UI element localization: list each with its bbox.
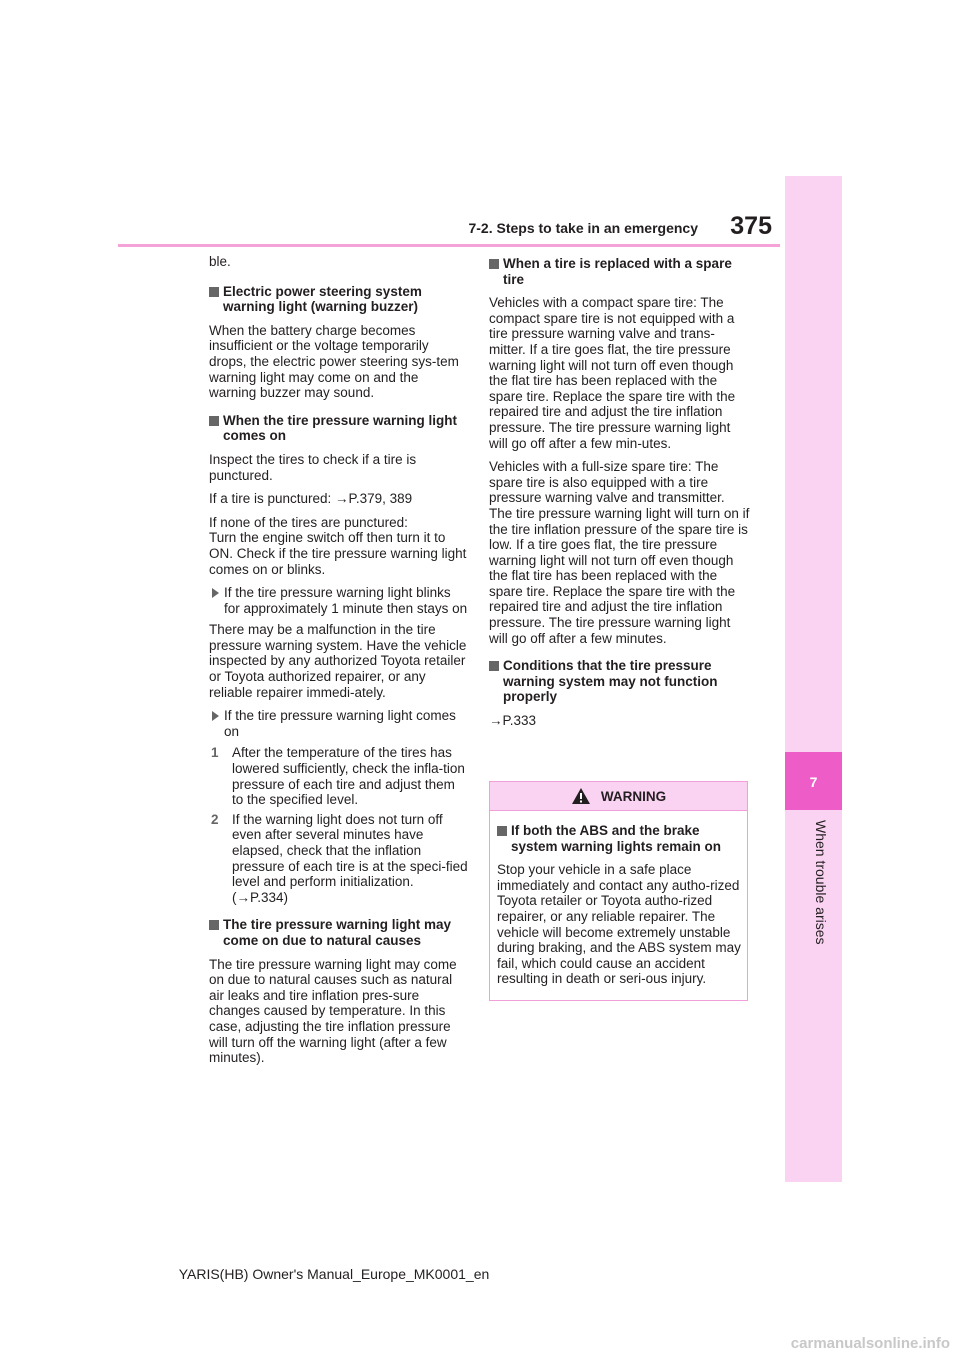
header-rule <box>118 244 780 247</box>
step-text: If the warning light does not turn off even after several minutes have elapsed, check that the inflation pressure of each tire is at the speci-fied level and perform initialization. (→P.334) <box>232 811 468 905</box>
warning-triangle-icon <box>571 787 591 805</box>
conditions-heading: Conditions that the tire pressure warning system may not function properly <box>489 658 751 705</box>
right-column <box>489 254 751 737</box>
warning-text: Stop your vehicle in a safe place immediately and contact any autho-rized Toyota retailer or Toyota autho-rized repairer, or any reliable repairer. The vehicle will become extremely unstable during braking, and the ABS system may fail, which could cause an accident resulting in death or seri-ous injury. <box>497 862 741 987</box>
fullsize-spare-text: Vehicles with a full-size spare tire: The spare tire is also equipped with a tire pressure warning valve and transmitter. The tire pressure warning light will turn on if the tire inflation pressure of the spare tire is low. If a tire goes flat, the tire pressure warning light will not turn off even though the flat tire has been replaced with the spare tire. Replace the spare tire with the repaired tire and adjust the tire inflation pressure. The tire pressure warning light will go off after a few minutes. <box>489 459 750 646</box>
watermark: carmanualsonline.info <box>790 1335 950 1352</box>
chapter-number-tab[interactable]: 7 <box>785 752 842 810</box>
footer-manual-name: YARIS(HB) Owner's Manual_Europe_MK0001_en <box>178 1266 490 1282</box>
chapter-label: When trouble arises <box>813 820 829 945</box>
tpw-heading: When the tire pressure warning light comes on <box>209 413 469 444</box>
bullet-blinks: If the tire pressure warning light blinks for approximately 1 minute then stays on <box>209 585 469 616</box>
natural-causes-text: The tire pressure warning light may come on due to natural causes such as natural air leaks and tire inflation pres-sure changes caused by temperature. In this case, adjusting the tire inflation pressure will turn off the warning light (after a few minutes). <box>209 956 457 1066</box>
bullet-comes-on: If the tire pressure warning light comes on <box>209 708 469 739</box>
warning-header <box>490 782 747 811</box>
tpw-text-inspect: Inspect the tires to check if a tire is punctured. <box>209 451 417 483</box>
tpw-text-punctured: If a tire is punctured: →P.379, 389 <box>209 491 413 507</box>
conditions-reference[interactable]: →P.333 <box>489 713 537 729</box>
step-1 <box>209 745 469 807</box>
warning-box <box>489 781 748 1001</box>
tpw-text-not-punctured-b: Turn the engine switch off then turn it to ON. Check if the tire pressure warning light comes on or blinks. <box>209 530 467 577</box>
eps-heading: Electric power steering system warning light (warning buzzer) <box>209 284 469 315</box>
step-2 <box>209 812 469 906</box>
eps-text: When the battery charge becomes insufficient or the voltage temporarily drops, the electric power steering sys-tem warning light may come on and the warning buzzer may sound. <box>209 322 459 401</box>
tpw-text-not-punctured-a: If none of the tires are punctured: <box>209 514 408 530</box>
bullet-blinks-text: There may be a malfunction in the tire pressure warning system. Have the vehicle inspected by any authorized Toyota retailer or Toyota authorized repairer, or any reliable repairer immedi-ately. <box>209 622 467 700</box>
section-title: 7-2. Steps to take in an emergency <box>468 220 698 236</box>
chapter-side-tab <box>785 176 842 1182</box>
page-number: 375 <box>730 212 772 240</box>
compact-spare-text: Vehicles with a compact spare tire: The compact spare tire is not equipped with a tire pressure warning valve and trans-mitter. If a tire goes flat, the tire pressure warning light will not turn off even though the flat tire has been replaced with the spare tire. Replace the spare tire with the repaired tire and adjust the tire inflation pressure. The tire pressure warning light will go off after a few min-utes. <box>489 295 736 451</box>
step-text: After the temperature of the tires has lowered sufficiently, check the infla-tion pressure of each tire and adjust them to the specified level. <box>232 745 465 808</box>
spare-tire-heading: When a tire is replaced with a spare tire <box>489 256 751 287</box>
warning-label: WARNING <box>600 788 667 804</box>
step-number: 2 <box>211 811 219 827</box>
warning-body <box>490 811 747 987</box>
continued-text: ble. <box>209 254 231 269</box>
tpw-text-not-punctured <box>209 515 469 577</box>
natural-causes-heading: The tire pressure warning light may come on due to natural causes <box>209 917 469 948</box>
left-column <box>209 254 469 1074</box>
step-number: 1 <box>211 745 219 761</box>
warning-heading: If both the ABS and the brake system warning lights remain on <box>497 823 741 854</box>
